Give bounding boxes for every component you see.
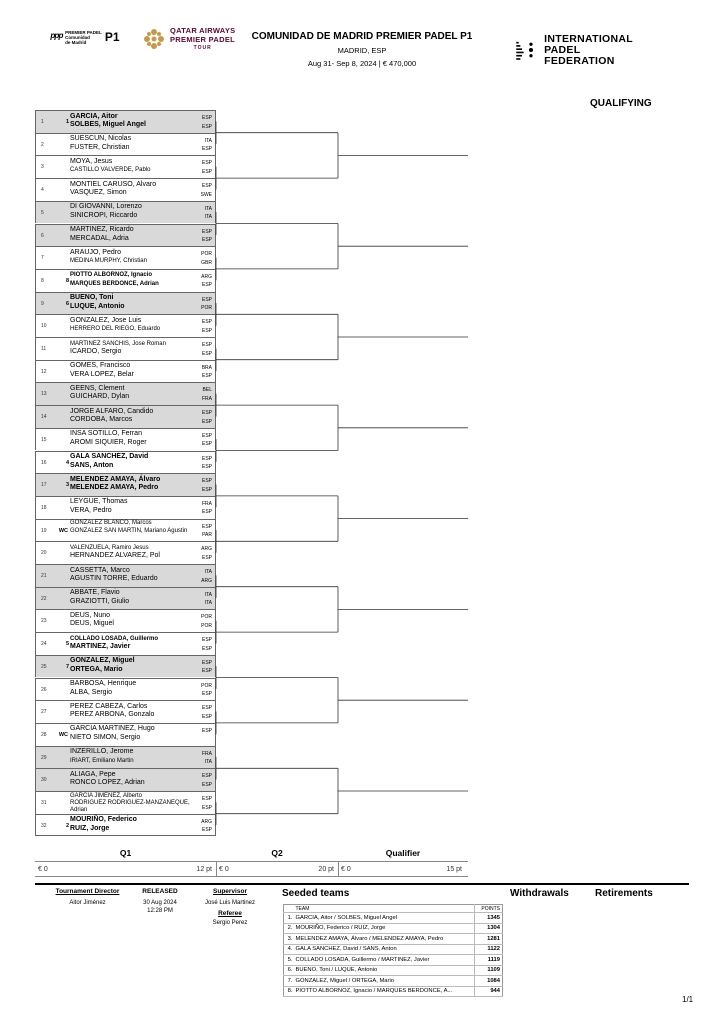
seed-rank: 7. xyxy=(284,976,294,987)
player-2-name: SINICROPI, Riccardo xyxy=(70,211,138,219)
player-1-name: ARAUJO, Pedro xyxy=(70,248,121,256)
player-2-nationality: GBR xyxy=(201,259,212,266)
player-1-name: MOYA, Jesus xyxy=(70,157,113,165)
player-2-name: GUICHARD, Dylan xyxy=(70,393,130,401)
player-2-nationality: ESP xyxy=(201,168,212,175)
retirements-title: Retirements xyxy=(595,888,653,899)
supervisor-info xyxy=(195,888,265,926)
player-2-nationality: ITA xyxy=(204,600,212,607)
seeded-team-row xyxy=(284,913,503,924)
seed-or-entry-tag: 8 xyxy=(65,277,69,284)
draw-position: 17 xyxy=(41,482,47,489)
player-1-nationality: ESP xyxy=(201,523,212,530)
qatar-line1: QATAR AIRWAYS xyxy=(170,25,236,35)
seeded-team-row xyxy=(284,986,503,997)
player-2-nationality: FRA xyxy=(202,395,212,402)
released-date: 30 Aug 2024 xyxy=(143,900,177,906)
player-1-name: LEYGUE, Thomas xyxy=(70,498,128,506)
player-2-name: ICARDO, Sergio xyxy=(70,348,122,355)
player-2-name: SOLBES, Miguel Angel xyxy=(70,121,146,128)
points-divider xyxy=(338,861,339,877)
player-2-name: VERA, Pedro xyxy=(70,506,112,514)
draw-position: 10 xyxy=(41,323,47,330)
seeded-team-row xyxy=(284,965,503,976)
player-2-nationality: PAR xyxy=(202,532,212,539)
draw-position: 23 xyxy=(41,618,47,625)
player-1-name: INZERILLO, Jerome xyxy=(70,748,134,756)
player-1-nationality: ITA xyxy=(204,137,212,144)
player-2-nationality: ESP xyxy=(201,713,212,720)
director-label: Tournament Director xyxy=(55,888,120,895)
seed-team-points: 1281 xyxy=(475,934,503,945)
seed-rank: 3. xyxy=(284,934,294,945)
player-1-name: COLLADO LOSADA, Guillermo xyxy=(70,635,159,642)
player-1-nationality: ESP xyxy=(201,319,212,326)
player-1-nationality: ARG xyxy=(201,273,212,280)
player-2-nationality: ESP xyxy=(201,781,212,788)
player-1-name: ABBATE, Flavio xyxy=(70,589,120,597)
q2-points: 20 pt xyxy=(318,866,334,873)
draw-position: 29 xyxy=(41,754,47,761)
player-1-name: INSA SOTILLO, Ferran xyxy=(70,430,142,438)
draw-position: 1 xyxy=(41,119,44,125)
player-1-nationality: ESP xyxy=(201,455,212,462)
player-2-name: ALBA, Sergio xyxy=(70,688,113,696)
player-2-nationality: ESP xyxy=(201,350,212,357)
draw-position: 19 xyxy=(41,527,47,534)
seed-team-points: 1119 xyxy=(475,955,503,966)
player-2-name: MEDINA MURPHY, Christian xyxy=(70,258,147,265)
seed-team-points: 1122 xyxy=(475,944,503,955)
player-1-name: ALIAGA, Pepe xyxy=(70,770,116,778)
player-1-nationality: ITA xyxy=(204,569,212,575)
player-2-name: GRAZIOTTI, Giulio xyxy=(70,597,130,605)
player-2-name: HERRERO DEL RIEGO, Eduardo xyxy=(70,326,161,333)
player-2-name: CASTILLO VALVERDE, Pablo xyxy=(70,167,151,174)
seed-team-points: 1109 xyxy=(475,965,503,976)
player-2-name: MELENDEZ AMAYA, Pedro xyxy=(70,484,159,492)
player-2-nationality: ITA xyxy=(204,759,212,766)
seed-or-entry-tag: 6 xyxy=(65,300,69,307)
seed-rank: 2. xyxy=(284,923,294,934)
player-1-name: MOURIÑO, Federico xyxy=(70,816,137,824)
seed-team-points: 944 xyxy=(475,986,503,997)
seeded-team-row xyxy=(284,934,503,945)
tournament-title: COMUNIDAD DE MADRID PREMIER PADEL P1 xyxy=(251,31,473,42)
ipf-line3: FEDERATION xyxy=(544,54,615,67)
seed-or-entry-tag: WC xyxy=(58,527,68,534)
ipf-line2: PADEL xyxy=(544,43,581,56)
director-name: Aitor Jiménez xyxy=(69,900,106,906)
player-2-name: MARTINEZ, Javier xyxy=(70,643,131,651)
seed-team-name: MOURIÑO, Federico / RUIZ, Jorge xyxy=(294,923,475,934)
draw-position: 22 xyxy=(41,595,47,602)
player-2-name: MERCADAL, Adria xyxy=(70,234,129,242)
player-1-nationality: POR xyxy=(201,614,212,621)
seeded-teams-table xyxy=(283,904,503,997)
draw-position: 3 xyxy=(41,164,44,171)
draw-position: 31 xyxy=(41,800,47,806)
seed-col-team: TEAM xyxy=(294,905,475,913)
player-2-name: IRIART, Emiliano Martin xyxy=(70,757,134,764)
released-time: 12:28 PM xyxy=(147,908,173,914)
player-2-name: AROMI SIQUIER, Roger xyxy=(70,438,147,446)
player-2-nationality: ESP xyxy=(201,123,212,130)
seed-or-entry-tag: 1 xyxy=(65,119,69,125)
seed-rank: 4. xyxy=(284,944,294,955)
player-2-nationality: ARG xyxy=(201,577,212,584)
player-1-name: GONZALEZ BLANCO, Marcos xyxy=(70,520,152,527)
player-2-nationality: ITA xyxy=(204,214,212,221)
player-2-name: RODRIGUEZ RODRIGUEZ-MANZANEQUE, Adrian xyxy=(70,799,190,813)
seeded-teams-title: Seeded teams xyxy=(282,888,350,899)
player-2-nationality: ESP xyxy=(201,827,212,834)
player-1-nationality: ESP xyxy=(201,410,212,417)
logo-left-line1: PREMIER PADEL xyxy=(65,29,102,35)
seed-rank: 6. xyxy=(284,965,294,976)
logo-p1-text: P1 xyxy=(104,30,120,44)
logo-left-line3: de Madrid xyxy=(65,39,87,45)
player-1-name: GARCIA JIMENEZ, Alberto xyxy=(70,792,143,799)
player-2-nationality: ESP xyxy=(201,441,212,448)
qatar-line3: TOUR xyxy=(193,44,212,51)
player-1-name: GARCIA MARTINEZ, Hugo xyxy=(70,725,155,733)
seed-team-name: BUENO, Toni / LUQUE, Antonio xyxy=(294,965,475,976)
referee-label: Referee xyxy=(218,910,242,917)
draw-position: 26 xyxy=(41,686,47,693)
supervisor-label: Supervisor xyxy=(213,888,247,895)
player-1-name: GALA SANCHEZ, David xyxy=(70,453,149,460)
player-1-name: MELENDEZ AMAYA, Álvaro xyxy=(70,475,161,483)
player-1-nationality: POR xyxy=(201,251,212,258)
footer-divider xyxy=(35,883,689,885)
tournament-director xyxy=(45,888,130,906)
qualifier-points: 15 pt xyxy=(446,866,462,873)
premier-padel-mark-icon: ᵖᵖᵖ xyxy=(50,30,63,44)
seed-rank: 1. xyxy=(284,913,294,924)
draw-position: 7 xyxy=(41,255,44,262)
draw-position: 32 xyxy=(41,822,47,829)
draw-position: 25 xyxy=(41,663,47,670)
player-1-name: BARBOSA, Henrique xyxy=(70,680,137,687)
round-q2-header: Q2 xyxy=(271,848,283,858)
seeded-team-row xyxy=(284,923,503,934)
player-1-name: VALENZUELA, Ramiro Jesus xyxy=(70,544,149,551)
player-2-nationality: ESP xyxy=(201,237,212,243)
player-1-nationality: ITA xyxy=(204,591,212,598)
player-1-nationality: ESP xyxy=(201,183,212,190)
player-2-name: AGUSTIN TORRE, Eduardo xyxy=(70,575,158,582)
player-1-nationality: ESP xyxy=(201,773,212,780)
seed-rank: 5. xyxy=(284,955,294,966)
player-1-name: MONTIEL CARUSO, Alvaro xyxy=(70,180,157,188)
player-2-nationality: ESP xyxy=(201,804,212,811)
seed-team-points: 1084 xyxy=(475,976,503,987)
player-2-name: FUSTER, Christian xyxy=(70,143,130,151)
player-1-name: BUENO, Toni xyxy=(70,294,114,302)
player-1-name: MARTINEZ SANCHIS, Jose Roman xyxy=(70,340,166,347)
draw-position: 4 xyxy=(41,187,44,194)
player-2-nationality: ESP xyxy=(201,691,212,697)
player-1-name: DEUS, Nuno xyxy=(70,611,111,619)
qatar-line2: PREMIER PADEL xyxy=(170,34,236,44)
draw-position: 6 xyxy=(41,232,44,239)
seed-or-entry-tag: 3 xyxy=(65,482,69,489)
released-info xyxy=(130,888,190,914)
draw-position: 9 xyxy=(41,300,44,307)
referee-name: Sergio Perez xyxy=(212,920,248,926)
player-1-nationality: ESP xyxy=(201,228,212,235)
player-2-name: MARQUES BERDONCE, Adrian xyxy=(70,280,159,287)
player-2-name: DEUS, Miguel xyxy=(70,620,114,628)
draw-position: 27 xyxy=(41,709,47,716)
player-2-name: VERA LOPEZ, Belar xyxy=(70,370,134,378)
draw-position: 8 xyxy=(41,277,44,284)
draw-position: 12 xyxy=(41,368,47,375)
player-1-nationality: ESP xyxy=(201,160,212,167)
seed-team-name: GARCIA, Aitor / SOLBES, Miguel Angel xyxy=(294,913,475,924)
player-1-nationality: FRA xyxy=(202,500,212,507)
seed-or-entry-tag: 4 xyxy=(65,459,69,466)
withdrawals-title: Withdrawals xyxy=(510,888,569,899)
player-2-nationality: SWE xyxy=(200,191,212,198)
player-1-name: GONZALEZ, Miguel xyxy=(70,657,135,665)
player-1-name: CASSETTA, Marco xyxy=(70,566,130,574)
seed-team-name: GALA SANCHEZ, David / SANS, Anton xyxy=(294,944,475,955)
player-1-nationality: ESP xyxy=(201,705,212,712)
draw-position: 30 xyxy=(41,777,47,784)
player-2-nationality: ESP xyxy=(201,282,212,289)
seeded-team-row xyxy=(284,944,503,955)
player-2-name: NIETO SIMON, Sergio xyxy=(70,733,141,741)
seed-team-name: COLLADO LOSADA, Guillermo / MARTINEZ, Javier xyxy=(294,955,475,966)
draw-position: 5 xyxy=(41,209,44,216)
player-1-nationality: ESP xyxy=(201,296,212,303)
seed-col-points: POINTS xyxy=(475,905,503,913)
draw-position: 11 xyxy=(41,346,47,352)
player-2-name: CORDOBA, Marcos xyxy=(70,416,133,424)
player-1-nationality: ESP xyxy=(201,478,212,485)
player-1-nationality: ESP xyxy=(201,432,212,439)
q1-money: € 0 xyxy=(38,866,48,873)
player-2-nationality: ESP xyxy=(201,554,212,561)
player-1-nationality: ESP xyxy=(201,796,212,802)
draw-position: 13 xyxy=(41,391,47,398)
draw-position: 28 xyxy=(41,731,47,738)
seed-or-entry-tag: 5 xyxy=(65,641,69,648)
player-1-name: GARCIA, Aitor xyxy=(70,112,118,120)
q2-money: € 0 xyxy=(219,866,229,873)
player-2-nationality: ESP xyxy=(201,464,212,470)
player-1-name: PEREZ CABEZA, Carlos xyxy=(70,702,148,710)
player-2-name: VASQUEZ, Simon xyxy=(70,189,127,197)
seed-or-entry-tag: 7 xyxy=(65,663,69,670)
player-2-nationality: ESP xyxy=(201,373,212,380)
seed-or-entry-tag: 2 xyxy=(65,822,69,829)
draw-position: 16 xyxy=(41,459,47,466)
player-2-nationality: POR xyxy=(201,622,212,629)
player-2-nationality: ESP xyxy=(201,509,212,516)
player-1-nationality: ITA xyxy=(204,205,212,212)
draw-position: 24 xyxy=(41,641,47,648)
player-2-nationality: ESP xyxy=(201,418,212,425)
seed-or-entry-tag: WC xyxy=(58,731,68,738)
player-1-name: GONZALEZ, Jose Luis xyxy=(70,316,142,324)
seed-rank: 8. xyxy=(284,986,294,997)
player-2-nationality: ESP xyxy=(201,668,212,675)
qualifier-money: € 0 xyxy=(341,866,351,873)
player-1-nationality: POR xyxy=(201,682,212,689)
seed-team-points: 1345 xyxy=(475,913,503,924)
seeded-team-row xyxy=(284,976,503,987)
player-2-name: RONCO LOPEZ, Adrian xyxy=(70,779,145,787)
draw-position: 18 xyxy=(41,504,47,511)
seed-team-name: GONZALEZ, Miguel / ORTEGA, Mario xyxy=(294,976,475,987)
player-1-nationality: ESP xyxy=(201,342,212,348)
tournament-location: MADRID, ESP xyxy=(337,46,387,55)
player-2-name: GONZALEZ SAN MARTIN, Mariano Agustin xyxy=(70,528,188,535)
player-1-nationality: BEL xyxy=(202,387,212,394)
player-1-nationality: ESP xyxy=(201,727,212,734)
player-2-nationality: ESP xyxy=(201,645,212,652)
player-1-nationality: BRA xyxy=(201,364,212,371)
player-1-name: SUESCUN, Nicolas xyxy=(70,135,132,143)
logo-left-line2: Comunidad xyxy=(65,34,90,40)
player-1-name: PIOTTO ALBORNOZ, Ignacio xyxy=(70,272,153,279)
player-1-nationality: ESP xyxy=(201,115,212,121)
player-1-nationality: FRA xyxy=(202,750,212,757)
player-2-name: SANS, Anton xyxy=(70,461,114,469)
page-number: 1/1 xyxy=(682,995,694,1004)
player-1-name: GEENS, Clement xyxy=(70,384,125,392)
seed-team-name: MELENDEZ AMAYA, Álvaro / MELENDEZ AMAYA, Pedro xyxy=(294,934,475,945)
draw-position: 14 xyxy=(41,414,47,421)
section-title: QUALIFYING xyxy=(590,98,652,109)
round-q1-header: Q1 xyxy=(119,848,132,858)
draw-position: 2 xyxy=(41,141,44,148)
round-qualifier-header: Qualifier xyxy=(385,848,421,858)
player-2-nationality: POR xyxy=(201,305,212,312)
seeded-team-row xyxy=(284,955,503,966)
player-2-name: RUIZ, Jorge xyxy=(70,824,110,832)
ipf-line1: INTERNATIONAL xyxy=(544,32,633,45)
player-2-name: HERNANDEZ ALVAREZ, Pol xyxy=(70,552,160,560)
player-1-name: JORGE ALFARO, Candido xyxy=(70,407,154,415)
player-2-nationality: ESP xyxy=(201,486,212,493)
player-2-nationality: ESP xyxy=(201,327,212,334)
q1-points: 12 pt xyxy=(196,866,212,873)
round-points-row xyxy=(35,861,468,877)
player-1-nationality: ARG xyxy=(201,546,212,553)
player-2-name: PEREZ ARBONA, Gonzalo xyxy=(70,711,155,719)
released-label: RELEASED xyxy=(142,888,178,895)
supervisor-name: José Luis Martinez xyxy=(204,900,256,906)
points-divider xyxy=(216,861,217,877)
draw-position: 15 xyxy=(41,436,47,443)
player-1-name: GOMES, Francisco xyxy=(70,362,131,370)
player-2-name: ORTEGA, Mario xyxy=(70,665,123,673)
player-2-nationality: ESP xyxy=(201,146,212,153)
player-1-name: MARTINEZ, Ricardo xyxy=(70,226,134,233)
player-2-name: LUQUE, Antonio xyxy=(70,302,125,310)
seed-team-name: PIOTTO ALBORNOZ, Ignacio / MARQUES BERDONCE, A... xyxy=(294,986,475,997)
player-1-nationality: ARG xyxy=(201,818,212,825)
draw-position: 20 xyxy=(41,550,47,557)
draw-position: 21 xyxy=(41,573,47,579)
player-1-name: DI GIOVANNI, Lorenzo xyxy=(70,203,142,211)
tournament-dates-prize: Aug 31- Sep 8, 2024 | € 470,000 xyxy=(307,59,417,68)
player-1-nationality: ESP xyxy=(201,637,212,644)
seed-team-points: 1304 xyxy=(475,923,503,934)
player-1-nationality: ESP xyxy=(201,659,212,666)
